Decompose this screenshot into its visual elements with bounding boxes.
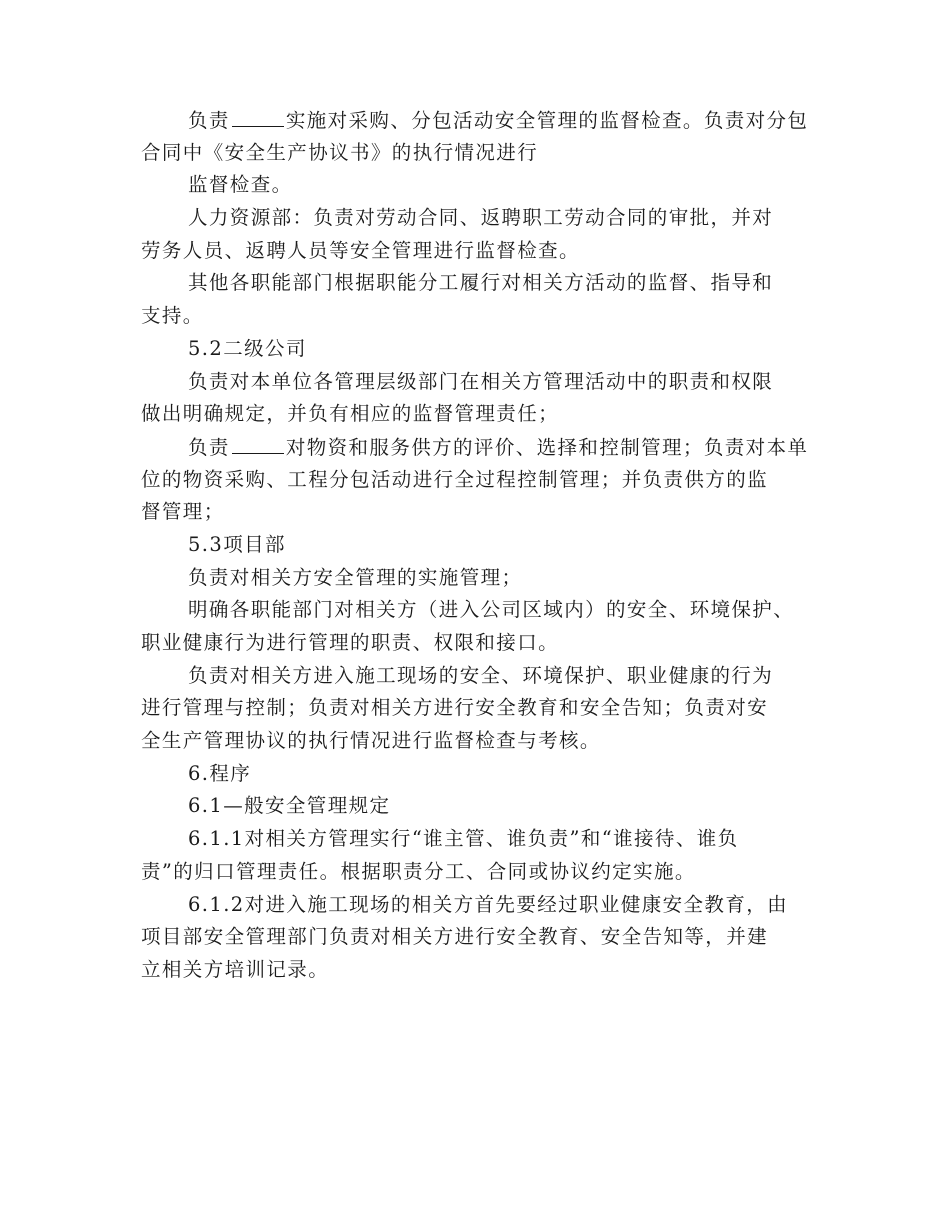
text-line: 6.1.2对进入施工现场的相关方首先要经过职业健康安全教育，由 <box>188 892 789 916</box>
text-segment: 实施对采购、分包活动安全管理的监督检查。负责对分包 <box>285 109 809 132</box>
text-line: 位的物资采购、工程分包活动进行全过程控制管理；并负责供方的监 <box>141 467 769 491</box>
text-line: 人力资源部：负责对劳动合同、返聘职工劳动合同的审批，并对 <box>188 206 774 230</box>
text-line: 责”的归口管理责任。根据职责分工、合同或协议约定实施。 <box>141 859 696 883</box>
fill-in-blank <box>232 431 284 454</box>
text-line: 其他各职能部门根据职能分工履行对相关方活动的监督、指导和 <box>188 271 774 295</box>
text-line: 进行管理与控制；负责对相关方进行安全教育和安全告知；负责对安 <box>141 696 769 720</box>
text-line: 做出明确规定，并负有相应的监督管理责任； <box>141 402 560 426</box>
text-line: 支持。 <box>141 304 204 328</box>
text-line <box>141 431 811 464</box>
text-line: 项目部安全管理部门负责对相关方进行安全教育、安全告知等，并建 <box>141 925 769 949</box>
text-line: 全生产管理协议的执行情况进行监督检查与考核。 <box>141 729 601 753</box>
text-line: 明确各职能部门对相关方（进入公司区域内）的安全、环境保护、 <box>188 598 795 622</box>
text-segment: 负责 <box>188 435 230 459</box>
text-line: 6.程序 <box>188 761 252 785</box>
text-line: 6.1—般安全管理规定 <box>188 794 391 818</box>
text-line: 立相关方培训记录。 <box>141 957 330 981</box>
text-line: 合同中《安全生产协议书》的执行情况进行 <box>141 140 539 164</box>
text-segment: 负责 <box>188 109 230 132</box>
text-line: 6.1.1对相关方管理实行“谁主管、谁负责”和“谁接待、谁负 <box>188 827 739 851</box>
text-line <box>141 104 811 137</box>
text-segment: 对物资和服务供方的评价、选择和控制管理；负责对本单 <box>285 435 809 459</box>
text-line: 劳务人员、返聘人员等安全管理进行监督检查。 <box>141 238 580 262</box>
text-line: 5.2二级公司 <box>188 336 307 360</box>
text-line: 负责对相关方安全管理的实施管理； <box>188 565 523 589</box>
text-line: 监督检查。 <box>188 173 293 197</box>
text-line: 5.3项目部 <box>188 532 286 556</box>
text-line: 督管理； <box>141 500 225 524</box>
document-body <box>141 104 811 987</box>
text-line: 负责对本单位各管理层级部门在相关方管理活动中的职责和权限 <box>188 369 774 393</box>
text-line: 职业健康行为进行管理的职责、权限和接口。 <box>141 631 560 654</box>
text-line: 负责对相关方进入施工现场的安全、环境保护、职业健康的行为 <box>188 663 774 687</box>
fill-in-blank <box>232 104 284 127</box>
